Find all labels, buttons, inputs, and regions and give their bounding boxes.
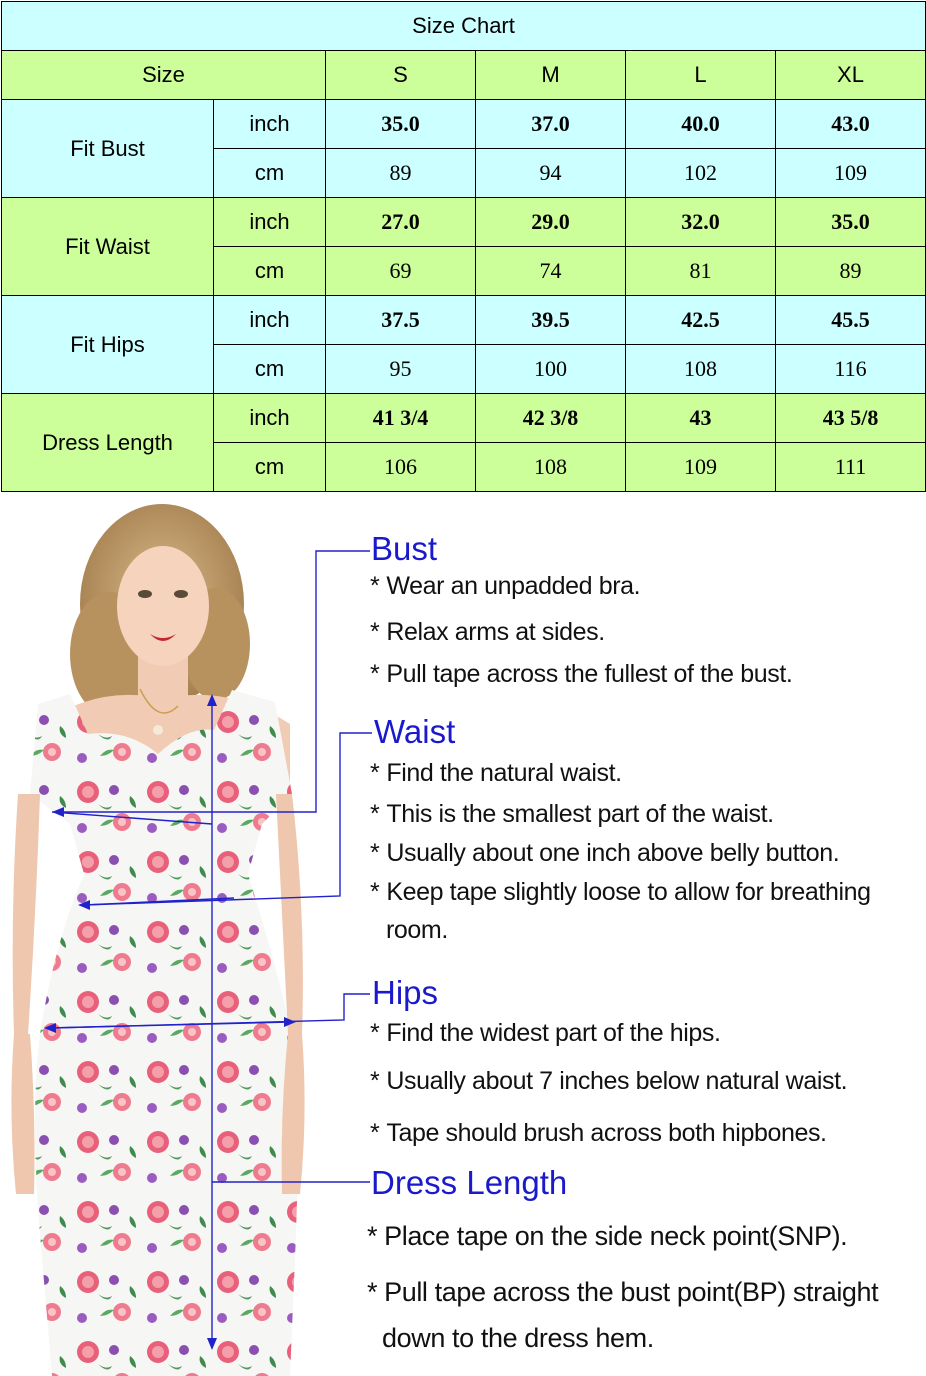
unit-cell: inch: [214, 100, 326, 149]
value-cell: 102: [626, 149, 776, 198]
size-chart-title: Size Chart: [2, 2, 926, 51]
unit-cell: inch: [214, 394, 326, 443]
value-cell: 43.0: [776, 100, 926, 149]
value-cell: 40.0: [626, 100, 776, 149]
dress-length-bullet-2: * Pull tape across the bust point(BP) straight: [367, 1277, 879, 1307]
size-header-xl: XL: [776, 51, 926, 100]
unit-cell: cm: [214, 345, 326, 394]
value-cell: 69: [326, 247, 476, 296]
hips-bullet-3: * Tape should brush across both hipbones.: [370, 1119, 827, 1147]
hips-title: Hips: [372, 974, 439, 1011]
size-header-s: S: [326, 51, 476, 100]
value-cell: 108: [476, 443, 626, 492]
value-cell: 37.5: [326, 296, 476, 345]
hips-bullet-2: * Usually about 7 inches below natural waist.: [370, 1067, 848, 1095]
measure-label: Fit Hips: [2, 296, 214, 394]
bust-title: Bust: [371, 530, 438, 567]
value-cell: 35.0: [326, 100, 476, 149]
dress-length-bullet-2-cont: down to the dress hem.: [382, 1323, 654, 1353]
waist-bullet-4: * Keep tape slightly loose to allow for breathing: [370, 878, 871, 906]
value-cell: 35.0: [776, 198, 926, 247]
value-cell: 89: [326, 149, 476, 198]
unit-cell: inch: [214, 296, 326, 345]
unit-cell: cm: [214, 443, 326, 492]
unit-cell: cm: [214, 247, 326, 296]
value-cell: 43 5/8: [776, 394, 926, 443]
hips-bullet-1: * Find the widest part of the hips.: [370, 1019, 721, 1047]
value-cell: 29.0: [476, 198, 626, 247]
measure-label: Fit Waist: [2, 198, 214, 296]
bust-bullet-3: * Pull tape across the fullest of the bust.: [370, 660, 793, 688]
measure-label: Fit Bust: [2, 100, 214, 198]
value-cell: 32.0: [626, 198, 776, 247]
dress-length-title: Dress Length: [371, 1164, 568, 1201]
value-cell: 100: [476, 345, 626, 394]
value-cell: 89: [776, 247, 926, 296]
size-header-m: M: [476, 51, 626, 100]
value-cell: 116: [776, 345, 926, 394]
value-cell: 81: [626, 247, 776, 296]
value-cell: 109: [776, 149, 926, 198]
waist-title: Waist: [374, 713, 456, 750]
value-cell: 95: [326, 345, 476, 394]
value-cell: 39.5: [476, 296, 626, 345]
size-header-label: Size: [2, 51, 326, 100]
value-cell: 94: [476, 149, 626, 198]
value-cell: 42.5: [626, 296, 776, 345]
waist-bullet-2: * This is the smallest part of the waist.: [370, 800, 774, 828]
bust-bullet-2: * Relax arms at sides.: [370, 618, 605, 646]
waist-bullet-1: * Find the natural waist.: [370, 759, 622, 787]
value-cell: 45.5: [776, 296, 926, 345]
measure-label: Dress Length: [2, 394, 214, 492]
waist-bullet-3: * Usually about one inch above belly button.: [370, 839, 840, 867]
value-cell: 43: [626, 394, 776, 443]
bust-bullet-1: * Wear an unpadded bra.: [370, 572, 641, 600]
unit-cell: inch: [214, 198, 326, 247]
value-cell: 27.0: [326, 198, 476, 247]
value-cell: 111: [776, 443, 926, 492]
value-cell: 42 3/8: [476, 394, 626, 443]
size-header-l: L: [626, 51, 776, 100]
value-cell: 106: [326, 443, 476, 492]
value-cell: 108: [626, 345, 776, 394]
value-cell: 37.0: [476, 100, 626, 149]
value-cell: 41 3/4: [326, 394, 476, 443]
value-cell: 74: [476, 247, 626, 296]
value-cell: 109: [626, 443, 776, 492]
dress-length-bullet-1: * Place tape on the side neck point(SNP).: [367, 1221, 848, 1251]
waist-bullet-4-cont: room.: [386, 916, 448, 944]
unit-cell: cm: [214, 149, 326, 198]
